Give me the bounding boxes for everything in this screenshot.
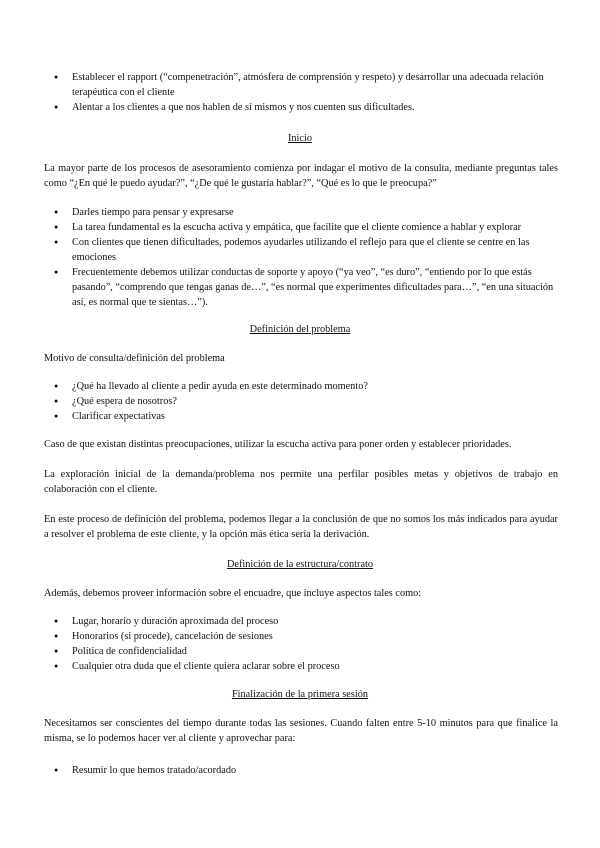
encuadre-paragraph: Además, debemos proveer información sobre el encuadre, que incluye aspectos tales como: — [44, 588, 422, 599]
list-item: ● Lugar, horario y duración aproximada del proceso — [44, 614, 558, 629]
rapport-list — [44, 70, 558, 115]
list-item: ● Resumir lo que hemos tratado/acordado — [44, 763, 558, 778]
list-item: ● Con clientes que tienen dificultades, podemos ayudarles utilizando el reflejo para que el cliente se centre en las emociones — [44, 235, 558, 265]
list-item: ● ¿Qué ha llevado al cliente a pedir ayuda en este determinado momento? — [44, 379, 558, 394]
motivo-list — [44, 379, 558, 424]
list-item: ● Establecer el rapport (“compenetración”, atmósfera de comprensión y respeto) y desarrollar una adecuada relación terapéutica con el cliente — [44, 70, 558, 100]
tiempo-paragraph: Necesitamos ser conscientes del tiempo durante todas las sesiones. Cuando falten entre 5-10 minutos para que finalice la misma, se lo podemos hacer ver al cliente y aprovechar para: — [44, 718, 558, 744]
list-item: ● Política de confidencialidad — [44, 644, 558, 659]
section-heading-estructura: Definición de la estructura/contrato — [226, 559, 374, 570]
list-item: ● Cualquier otra duda que el cliente quiera aclarar sobre el proceso — [44, 659, 558, 674]
exploracion-paragraph: La exploración inicial de la demanda/problema nos permite una perfilar posibles metas y objetivos de trabajo en colaboración con el cliente. — [44, 469, 558, 495]
list-item: ● Honorarios (si procede), cancelación de sesiones — [44, 629, 558, 644]
list-item: ● La tarea fundamental es la escucha activa y empática, que facilite que el cliente comience a hablar y explorar — [44, 220, 558, 235]
list-item: ● Clarificar expectativas — [44, 409, 558, 424]
section-heading-definicion: Definición del problema — [249, 324, 351, 335]
list-item: ● Darles tiempo para pensar y expresarse — [44, 205, 558, 220]
section-heading-finalizacion: Finalización de la primera sesión — [231, 689, 369, 700]
section-heading-inicio: Inicio — [287, 133, 313, 144]
list-item: ● Alentar a los clientes a que nos hablen de sí mismos y nos cuenten sus dificultades. — [44, 100, 558, 115]
list-item: ● Frecuentemente debemos utilizar conductas de soporte y apoyo (“ya veo”, “es duro”, “entiendo por lo que estás pasando”, “comprendo que tengas ganas de…”, “es normal que experimentes dificultades para…”, “en una situación así, es normal que te sientas…”). — [44, 265, 558, 310]
list-item: ● ¿Qué espera de nosotros? — [44, 394, 558, 409]
caso-paragraph: Caso de que existan distintas preocupaciones, utilizar la escucha activa para poner orden y establecer prioridades. — [44, 439, 512, 450]
inicio-list — [44, 205, 558, 310]
finalizacion-list — [44, 763, 558, 778]
encuadre-list — [44, 614, 558, 674]
motivo-line: Motivo de consulta/definición del problema — [44, 353, 225, 364]
proceso-paragraph: En este proceso de definición del problema, podemos llegar a la conclusión de que no somos los más indicados para ayudar a resolver el problema de este cliente, y la opción más ética sería la derivación. — [44, 514, 558, 540]
inicio-paragraph: La mayor parte de los procesos de asesoramiento comienza por indagar el motivo de la consulta, mediante preguntas tales como “¿En qué le puedo ayudar?”, “¿De qué le gustaría hablar?”, “Qué es lo que le preocupa?” — [44, 163, 558, 189]
